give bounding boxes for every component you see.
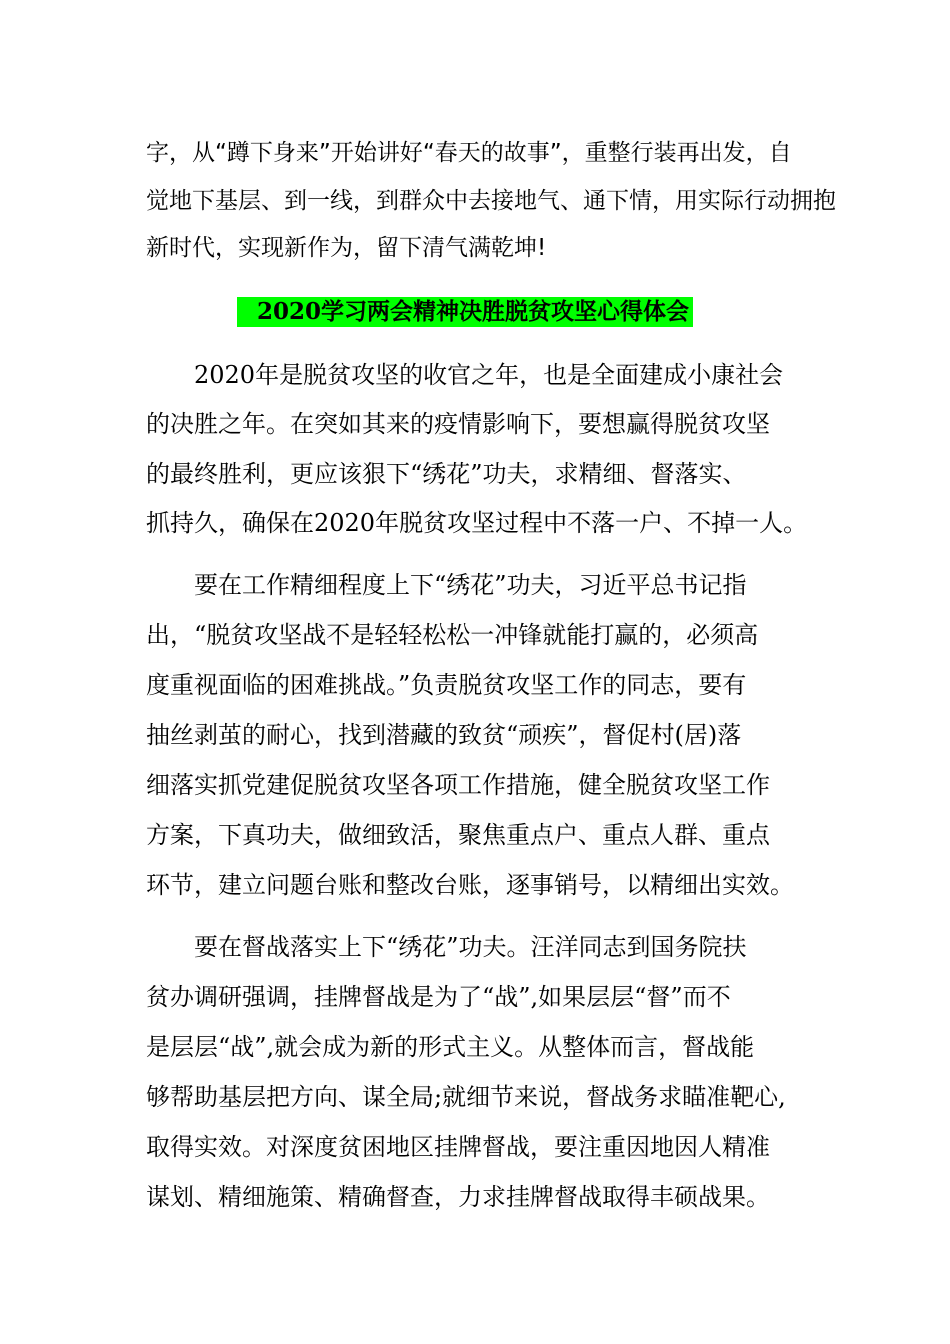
text-line: 是层层“战”,就会成为新的形式主义。从整体而言，督战能 bbox=[146, 1033, 755, 1061]
section-heading-highlight bbox=[237, 297, 693, 327]
text-line: 方案，下真功夫，做细致活，聚焦重点户、重点人群、重点 bbox=[146, 821, 770, 849]
text-line: 取得实效。对深度贫困地区挂牌督战，要注重因地因人精准 bbox=[146, 1133, 770, 1161]
text-line: 出，“脱贫攻坚战不是轻轻松松一冲锋就能打赢的，必须高 bbox=[146, 621, 759, 649]
text-line: 环节，建立问题台账和整改台账，逐事销号，以精细出实效。 bbox=[146, 871, 794, 899]
text-line: 2020年是脱贫攻坚的收官之年，也是全面建成小康社会 bbox=[194, 361, 784, 389]
text-line: 抽丝剥茧的耐心，找到潜藏的致贫“顽疾”，督促村(居)落 bbox=[146, 721, 742, 749]
text-line: 的决胜之年。在突如其来的疫情影响下，要想赢得脱贫攻坚 bbox=[146, 410, 770, 438]
text-line: 谋划、精细施策、精确督查，力求挂牌督战取得丰硕战果。 bbox=[146, 1183, 770, 1211]
text-line: 字，从“蹲下身来”开始讲好“春天的故事”，重整行装再出发，自 bbox=[146, 140, 792, 166]
text-line: 贫办调研强调，挂牌督战是为了“战”,如果层层“督”而不 bbox=[146, 983, 731, 1011]
text-line: 的最终胜利，更应该狠下“绣花”功夫，求精细、督落实、 bbox=[146, 460, 747, 488]
text-line: 够帮助基层把方向、谋全局;就细节来说，督战务求瞄准靶心, bbox=[146, 1083, 786, 1111]
text-line: 要在工作精细程度上下“绣花”功夫，习近平总书记指 bbox=[194, 571, 747, 599]
text-line: 觉地下基层、到一线，到群众中去接地气、通下情，用实际行动拥抱 bbox=[146, 188, 836, 214]
text-line: 新时代，实现新作为，留下清气满乾坤! bbox=[146, 235, 547, 261]
text-line: 度重视面临的困难挑战。”负责脱贫攻坚工作的同志，要有 bbox=[146, 671, 747, 699]
text-line: 要在督战落实上下“绣花”功夫。汪洋同志到国务院扶 bbox=[194, 933, 747, 961]
section-heading: 2020学习两会精神决胜脱贫攻坚心得体会 bbox=[257, 298, 690, 325]
text-line: 抓持久，确保在2020年脱贫攻坚过程中不落一户、不掉一人。 bbox=[146, 509, 808, 537]
text-line: 细落实抓党建促脱贫攻坚各项工作措施，健全脱贫攻坚工作 bbox=[146, 771, 770, 799]
